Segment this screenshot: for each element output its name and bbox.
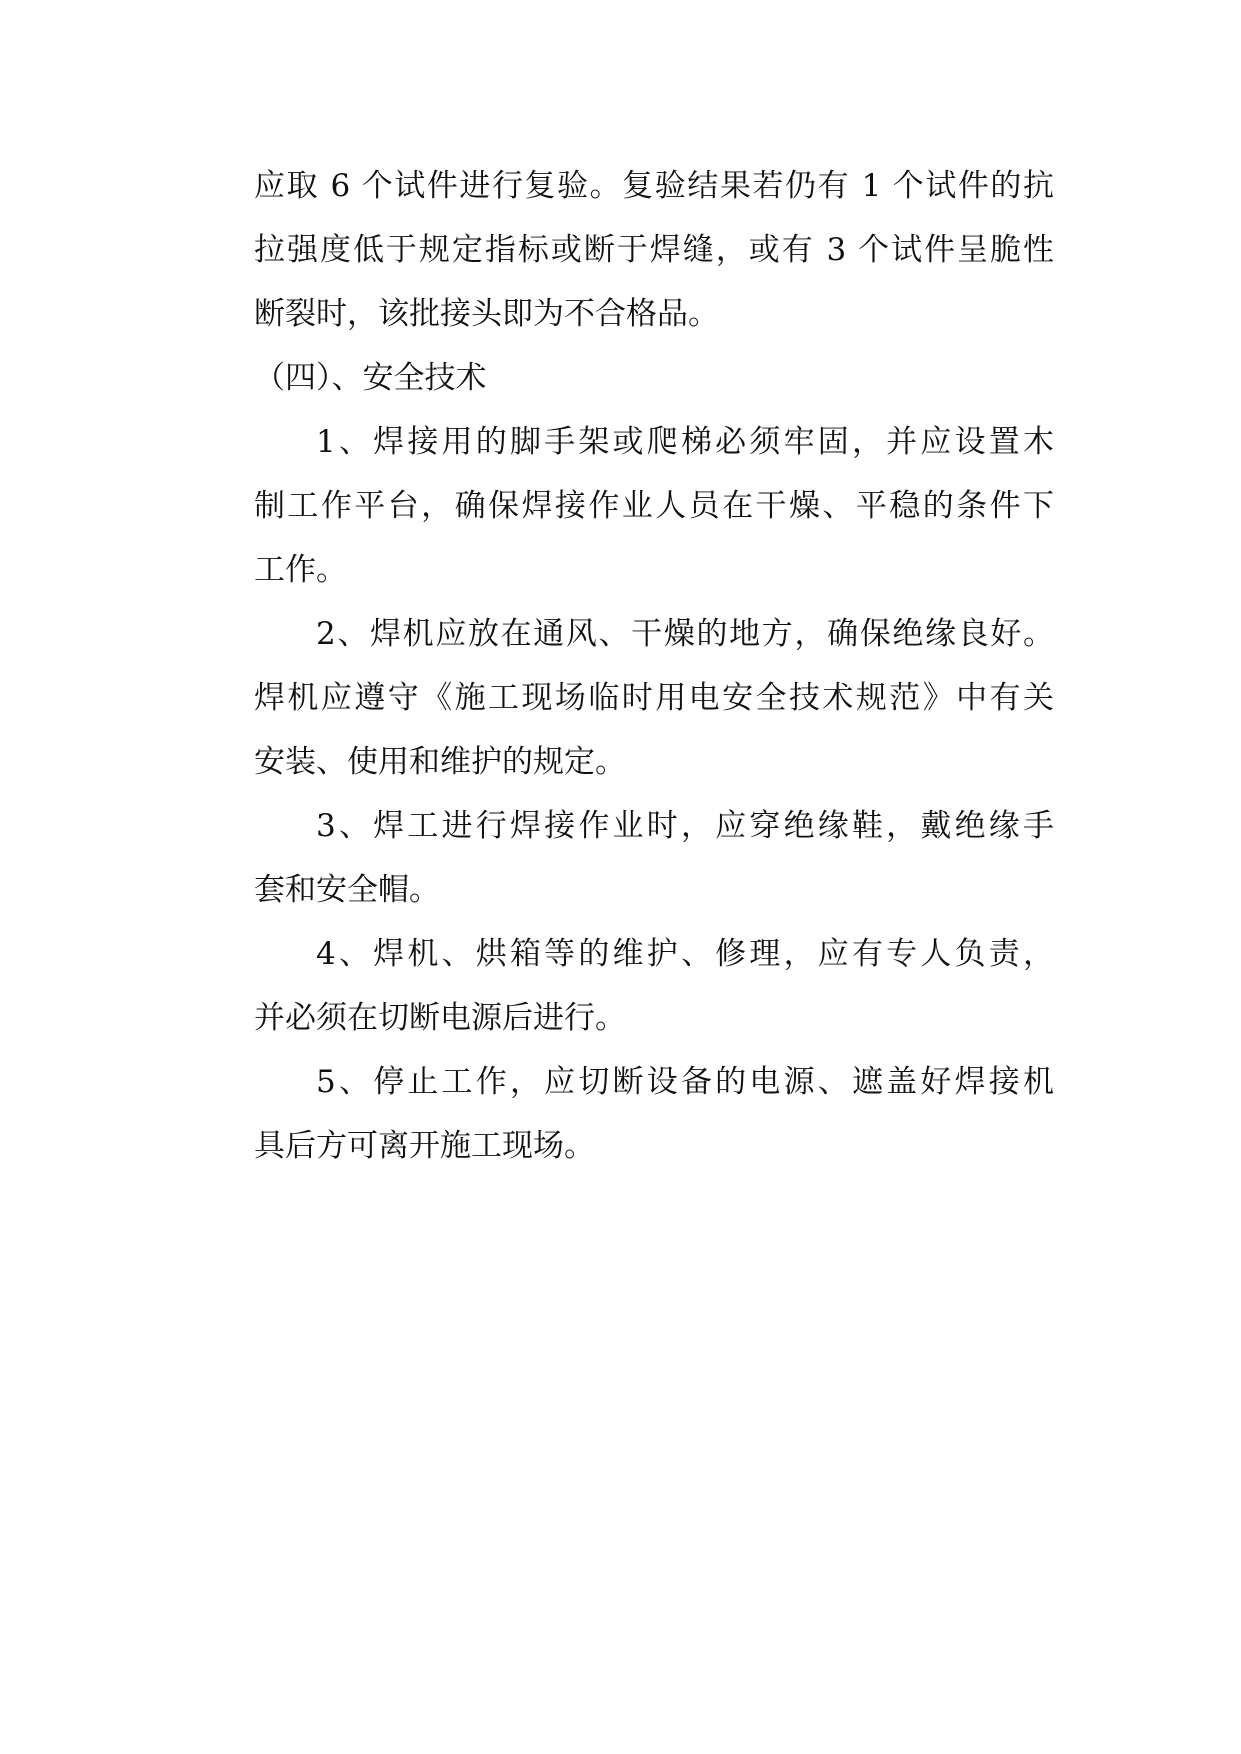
document-page: [254, 154, 1054, 1178]
list-item-3-line: 3、焊工进行焊接作业时，应穿绝缘鞋，戴绝缘手: [316, 808, 1054, 844]
text-line: 拉强度低于规定指标或断于焊缝，或有 3 个试件呈脆性: [254, 232, 1054, 268]
list-item-4-line: 并必须在切断电源后进行。: [254, 1000, 626, 1036]
list-item-1-line: 工作。: [254, 552, 347, 588]
list-item-3-line: 套和安全帽。: [254, 872, 440, 908]
list-item-2-line: 焊机应遵守《施工现场临时用电安全技术规范》中有关: [254, 680, 1054, 716]
text-line: 断裂时，该批接头即为不合格品。: [254, 296, 719, 332]
list-item-2-line: 安装、使用和维护的规定。: [254, 744, 626, 780]
list-item-5-line: 5、停止工作，应切断设备的电源、遮盖好焊接机: [316, 1064, 1054, 1100]
text-line: 应取 6 个试件进行复验。复验结果若仍有 1 个试件的抗: [254, 168, 1054, 204]
list-item-1-line: 制工作平台，确保焊接作业人员在干燥、平稳的条件下: [254, 488, 1054, 524]
section-heading: （四）、安全技术: [254, 360, 487, 396]
list-item-2-line: 2、焊机应放在通风、干燥的地方，确保绝缘良好。: [316, 616, 1054, 652]
list-item-1-line: 1、焊接用的脚手架或爬梯必须牢固，并应设置木: [316, 424, 1054, 460]
list-item-4-line: 4、焊机、烘箱等的维护、修理，应有专人负责，: [316, 936, 1054, 972]
list-item-5-line: 具后方可离开施工现场。: [254, 1128, 595, 1164]
